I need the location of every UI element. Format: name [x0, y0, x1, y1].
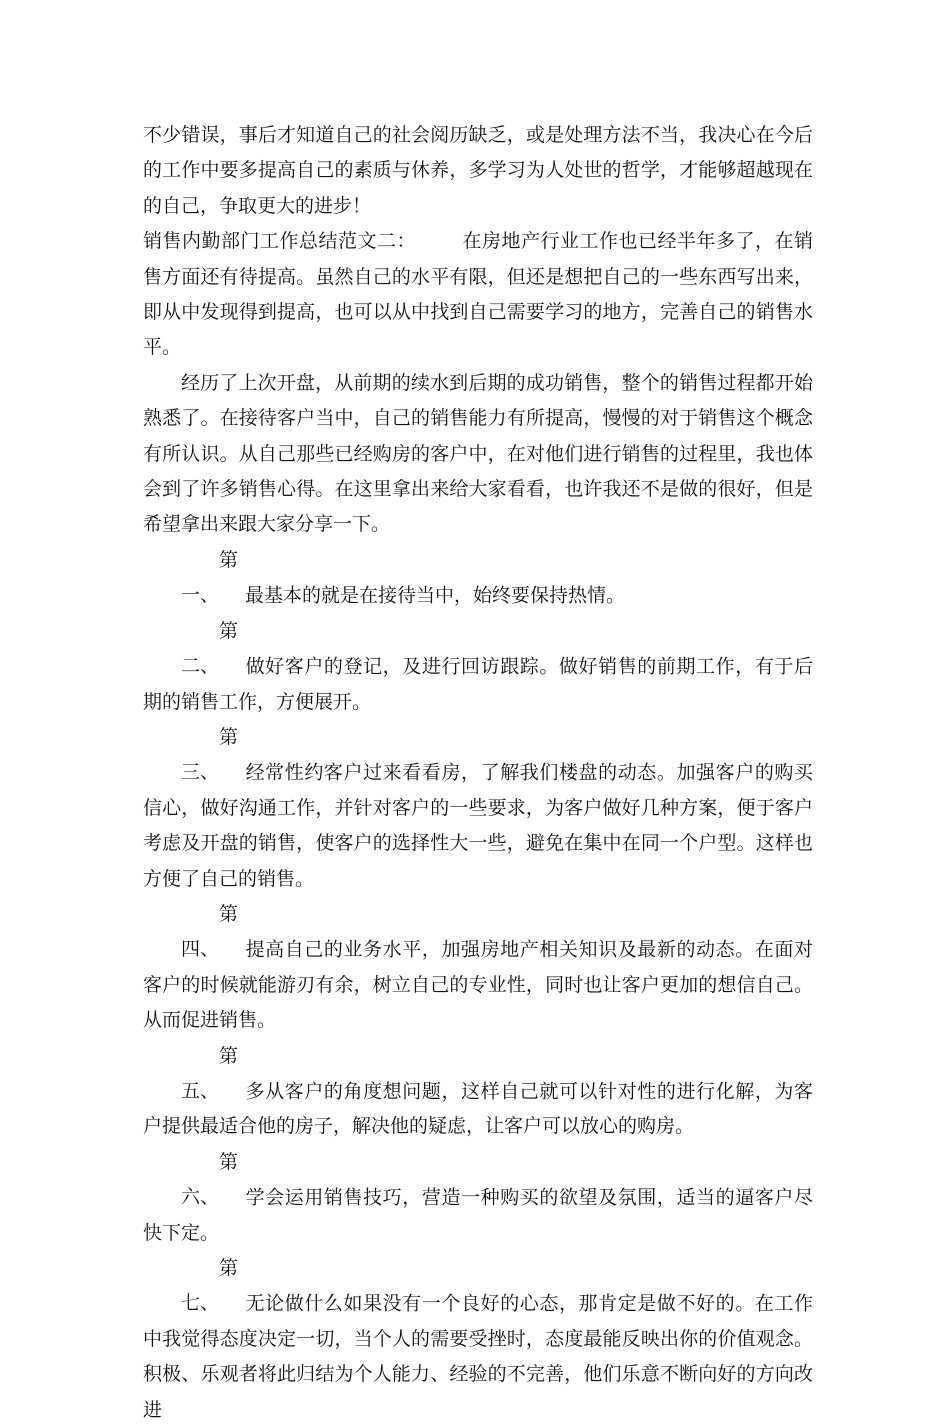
point-text: 无论做什么如果没有一个良好的心态，那肯定是做不好的。在工作中我觉得态度决定一切，当个人的需要受挫时，态度最能反映出你的价值观念。积极、乐观者将此归结为个人能力、经验的不完善，他们乐意不断向好的方向改进 — [143, 1292, 813, 1421]
point-text: 提高自己的业务水平，加强房地产相关知识及最新的动态。在面对客户的时候就能游刃有余，树立自己的专业性，同时也让客户更加的想信自己。从而促进销售。 — [143, 938, 813, 1032]
point-text: 做好客户的登记，及进行回访跟踪。做好销售的前期工作，有于后期的销售工作，方便展开。 — [143, 655, 813, 713]
point-number: 第六、 — [181, 1150, 239, 1209]
point-text: 最基本的就是在接待当中，始终要保持热情。 — [245, 584, 626, 607]
point-number: 第四、 — [181, 902, 239, 961]
document-body — [143, 118, 813, 1428]
point-number: 第一、 — [181, 548, 239, 607]
point-item — [143, 1251, 813, 1428]
point-text: 经常性约客户过来看看房，了解我们楼盘的动态。加强客户的购买信心，做好沟通工作，并针对客户的一些要求，为客户做好几种方案，便于客户考虑及开盘的销售，使客户的选择性大一些，避免在集中在同一个户型。这样也方便了自己的销售。 — [143, 761, 813, 890]
point-text: 多从客户的角度想问题，这样自己就可以针对性的进行化解，为客户提供最适合他的房子，解决他的疑虑，让客户可以放心的购房。 — [143, 1079, 813, 1138]
point-number: 第七、 — [181, 1257, 239, 1315]
point-number: 第五、 — [181, 1044, 239, 1102]
point-number: 第二、 — [181, 619, 239, 678]
point-number: 第三、 — [181, 725, 239, 784]
section-title: 销售内勤部门工作总结范文二： — [143, 230, 416, 253]
point-text: 学会运用销售技巧，营造一种购买的欲望及氛围，适当的逼客户尽快下定。 — [143, 1186, 813, 1244]
section-intro-text: 在房地产行业工作也已经半年多了，在销售方面还有待提高。虽然自己的水平有限，但还是想把自己的一些东西写出来，即从中发现得到提高，也可以从中找到自己需要学习的地方，完善自己的销售水平。 — [143, 230, 813, 359]
point-item — [143, 1039, 813, 1145]
point-item — [143, 543, 813, 614]
section-intro-paragraph — [143, 224, 813, 366]
paragraph-experience: 经历了上次开盘，从前期的续水到后期的成功销售，整个的销售过程都开始熟悉了。在接待客户当中，自己的销售能力有所提高，慢慢的对于销售这个概念有所认识。从自己那些已经购房的客户中，在对他们进行销售的过程里，我也体会到了许多销售心得。在这里拿出来给大家看看，也许我还不是做的很好，但是希望拿出来跟大家分享一下。 — [143, 371, 813, 536]
point-item — [143, 897, 813, 1039]
paragraph-continuation: 不少错误，事后才知道自己的社会阅历缺乏，或是处理方法不当，我决心在今后的工作中要多提高自己的素质与休养，多学习为人处世的哲学，才能够超越现在的自己，争取更大的进步！ — [143, 124, 813, 217]
point-item — [143, 614, 813, 720]
point-item — [143, 1145, 813, 1251]
point-item — [143, 720, 813, 897]
